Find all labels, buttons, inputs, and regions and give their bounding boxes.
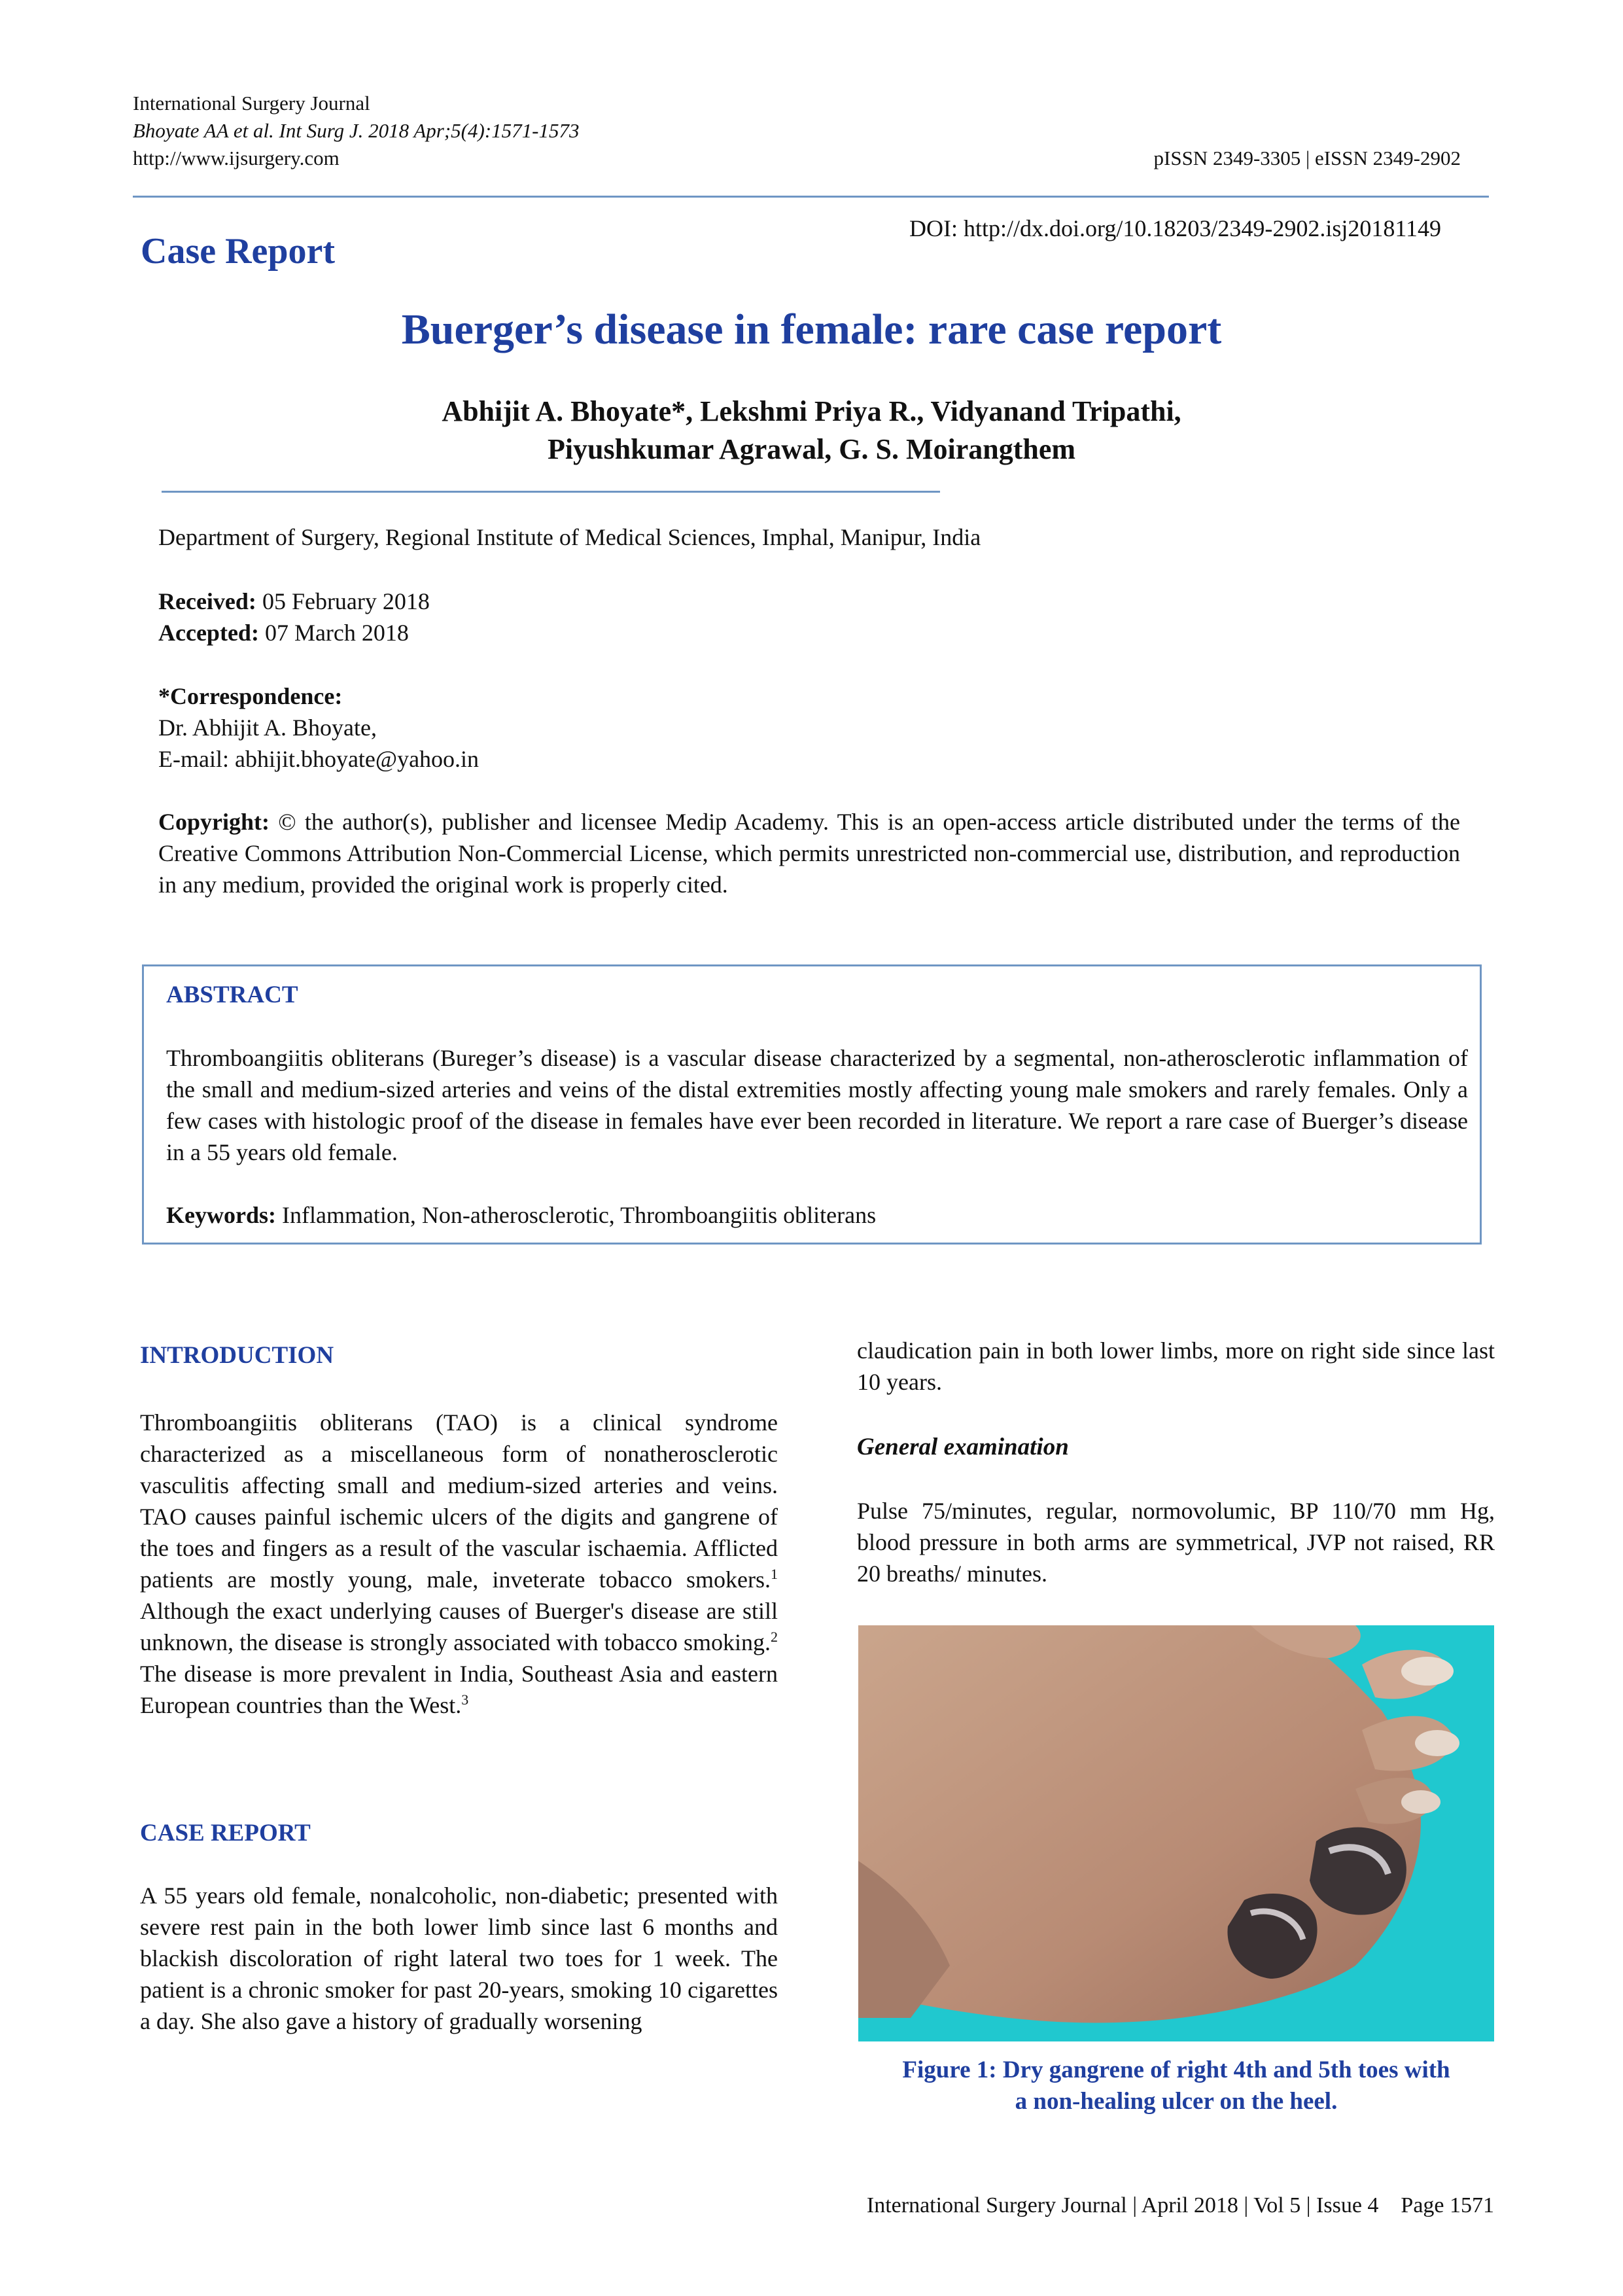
- journal-name: International Surgery Journal: [133, 92, 370, 115]
- abstract-box: [142, 964, 1482, 1245]
- keywords: [166, 1199, 876, 1231]
- article-type: Case Report: [141, 231, 336, 272]
- figure-1-image: [858, 1625, 1494, 2041]
- correspondence-name: Dr. Abhijit A. Bhoyate,: [158, 715, 377, 741]
- caption-line-1: Figure 1: Dry gangrene of right 4th and 5th toes with: [902, 2057, 1450, 2083]
- general-exam-heading: General examination: [857, 1434, 1069, 1460]
- figure-1-caption: [858, 2055, 1494, 2117]
- case-report-continued: claudication pain in both lower limbs, more on right side since last 10 years.: [857, 1337, 1495, 1395]
- correspondence-email[interactable]: E-mail: abhijit.bhoyate@yahoo.in: [158, 746, 480, 772]
- authors-line-1: Abhijit A. Bhoyate*, Lekshmi Priya R., Vidyanand Tripathi,: [442, 395, 1181, 427]
- journal-url[interactable]: http://www.ijsurgery.com: [133, 147, 340, 169]
- received-label: Received:: [158, 588, 256, 614]
- citation: Bhoyate AA et al. Int Surg J. 2018 Apr;5(4):1571-1573: [133, 119, 580, 142]
- intro-part-3: The disease is more prevalent in India, Southeast Asia and eastern European countries than the West.: [140, 1661, 778, 1718]
- doi[interactable]: DOI: http://dx.doi.org/10.18203/2349-2902.isj20181149: [909, 215, 1441, 241]
- case-report-heading: CASE REPORT: [140, 1820, 311, 1846]
- copyright-label: Copyright:: [158, 809, 270, 835]
- ref-1: 1: [771, 1566, 778, 1582]
- introduction-heading: INTRODUCTION: [140, 1342, 334, 1369]
- abstract-text: Thromboangiitis obliterans (Bureger’s disease) is a vascular disease characterized by a segmental, non-atherosclerotic inflammation of the small and medium-sized arteries and veins of the distal extremities mostly affecting young male smokers and rarely females. Only a few cases with histologic proof of the disease in females have ever been recorded in literature. We report a rare case of Buerger’s disease in a 55 years old female.: [166, 1045, 1468, 1165]
- received-date: [158, 586, 430, 617]
- correspondence-label: *Correspondence:: [158, 683, 343, 709]
- introduction-text: [140, 1407, 778, 1721]
- author-list: [0, 393, 1623, 468]
- issn: pISSN 2349-3305 | eISSN 2349-2902: [1153, 147, 1461, 169]
- affiliation: Department of Surgery, Regional Institute of Medical Sciences, Imphal, Manipur, India: [158, 524, 981, 550]
- caption-line-2: a non-healing ulcer on the heel.: [1015, 2088, 1338, 2115]
- intro-part-2: Although the exact underlying causes of Buerger's disease are still unknown, the disease is strongly associated with tobacco smoking.: [140, 1598, 778, 1655]
- page-footer: International Surgery Journal | April 2018 | Vol 5 | Issue 4 Page 1571: [866, 2193, 1494, 2217]
- accepted-value: 07 March 2018: [258, 620, 409, 646]
- ref-2: 2: [771, 1629, 778, 1645]
- keywords-label: Keywords:: [166, 1202, 276, 1228]
- keywords-text: Inflammation, Non-atherosclerotic, Thromboangiitis obliterans: [275, 1202, 877, 1228]
- header-rule: [133, 196, 1489, 198]
- accepted-date: [158, 617, 409, 648]
- article-title: Buerger’s disease in female: rare case report: [401, 306, 1222, 353]
- intro-part-1: Thromboangiitis obliterans (TAO) is a clinical syndrome characterized as a miscellaneous form of nonatherosclerotic vasculitis affecting small and medium-sized arteries and veins. TAO causes painful ischemic ulcers of the digits and gangrene of the toes and fingers as a result of the vascular ischaemia. Afflicted patients are mostly young, male, inveterate tobacco smokers.: [140, 1409, 778, 1593]
- general-exam-text: Pulse 75/minutes, regular, normovolumic, BP 110/70 mm Hg, blood pressure in both arms are symmetrical, JVP not raised, RR 20 breaths/ minutes.: [857, 1498, 1495, 1587]
- abstract-heading: ABSTRACT: [166, 981, 298, 1008]
- authors-rule: [162, 491, 940, 493]
- copyright: [158, 806, 1460, 900]
- accepted-label: Accepted:: [158, 620, 259, 646]
- authors-line-2: Piyushkumar Agrawal, G. S. Moirangthem: [547, 433, 1076, 465]
- correspondence: [158, 680, 479, 775]
- foot-photo-icon: [858, 1625, 1494, 2041]
- copyright-text: © the author(s), publisher and licensee Medip Academy. This is an open-access article distributed under the terms of the Creative Commons Attribution Non-Commercial License, which permits unrestricted non-commercial use, distribution, and reproduction in any medium, provided the original work is properly cited.: [158, 809, 1460, 898]
- case-report-text: A 55 years old female, nonalcoholic, non-diabetic; presented with severe rest pain in the both lower limb since last 6 months and blackish discoloration of right lateral two toes for 1 week. The patient is a chronic smoker for past 20-years, smoking 10 cigarettes a day. She also gave a history of gradually worsening: [140, 1882, 778, 2034]
- received-value: 05 February 2018: [256, 588, 430, 614]
- ref-3: 3: [461, 1691, 469, 1708]
